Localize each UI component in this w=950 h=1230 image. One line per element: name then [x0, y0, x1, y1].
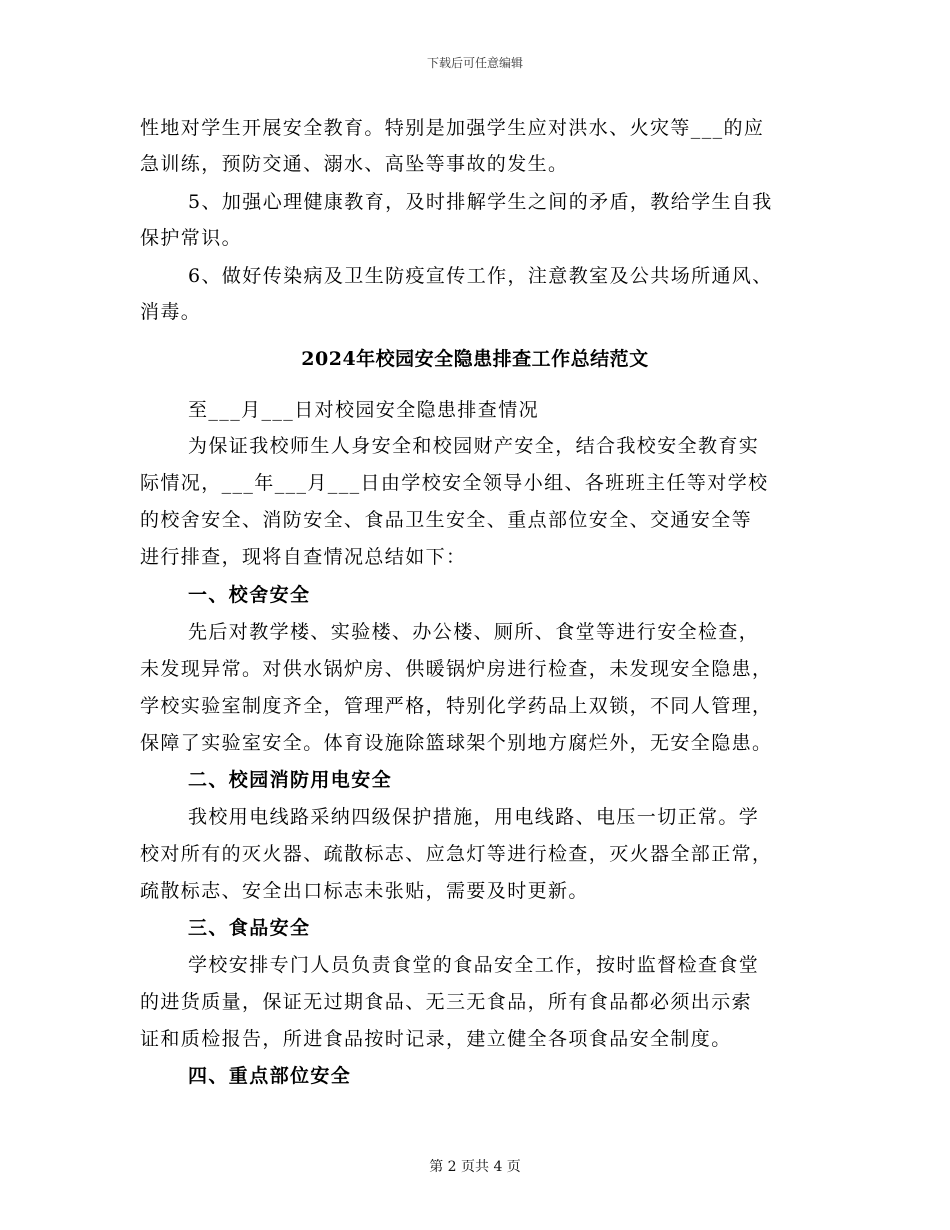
- body-line: 至___月___日对校园安全隐患排查情况: [188, 399, 540, 421]
- body-line: 先后对教学楼、实验楼、办公楼、厕所、食堂等进行安全检查，: [188, 621, 760, 643]
- body-line: 5、加强心理健康教育，及时排解学生之间的矛盾，教给学生自我: [188, 191, 773, 213]
- body-line: 消毒。: [140, 301, 202, 323]
- page-header: 下载后可任意编辑: [426, 56, 523, 70]
- section-heading: 四、重点部位安全: [188, 1065, 352, 1087]
- body-line: 证和质检报告，所进食品按时记录，建立健全各项食品安全制度。: [140, 1028, 732, 1050]
- body-line: 为保证我校师生人身安全和校园财产安全，结合我校安全教育实: [188, 435, 760, 457]
- body-line: 性地对学生开展安全教育。特别是加强学生应对洪水、火灾等___的应: [140, 117, 765, 139]
- page-footer: 第 2 页共 4 页: [429, 1159, 521, 1175]
- body-line: 学校实验室制度齐全，管理严格，特别化学药品上双锁，不同人管理，: [140, 695, 773, 717]
- body-line: 未发现异常。对供水锅炉房、供暖锅炉房进行检查，未发现安全隐患，: [140, 658, 773, 680]
- document-title: 2024年校园安全隐患排查工作总结范文: [301, 348, 649, 370]
- body-line: 的校舍安全、消防安全、食品卫生安全、重点部位安全、交通安全等: [140, 509, 753, 531]
- body-line: 学校安排专门人员负责食堂的食品安全工作，按时监督检查食堂: [188, 954, 760, 976]
- section-heading: 二、校园消防用电安全: [188, 769, 393, 791]
- body-line: 进行排查，现将自查情况总结如下：: [140, 546, 467, 568]
- body-line: 的进货质量，保证无过期食品、无三无食品，所有食品都必须出示索: [140, 991, 753, 1013]
- body-line: 际情况，___年___月___日由学校安全领导小组、各班班主任等对学校: [140, 472, 769, 494]
- body-line: 急训练，预防交通、溺水、高坠等事故的发生。: [140, 153, 569, 175]
- body-line: 保障了实验室安全。体育设施除篮球架个别地方腐烂外，无安全隐患。: [140, 732, 773, 754]
- body-line: 我校用电线路采纳四级保护措施，用电线路、电压一切正常。学: [188, 806, 760, 828]
- body-line: 校对所有的灭火器、疏散标志、应急灯等进行检查，灭火器全部正常，: [140, 843, 773, 865]
- section-heading: 三、食品安全: [188, 917, 311, 939]
- section-heading: 一、校舍安全: [188, 584, 311, 606]
- body-line: 疏散标志、安全出口标志未张贴，需要及时更新。: [140, 880, 589, 902]
- body-line: 保护常识。: [140, 227, 243, 249]
- body-line: 6、做好传染病及卫生防疫宣传工作，注意教室及公共场所通风、: [188, 265, 773, 287]
